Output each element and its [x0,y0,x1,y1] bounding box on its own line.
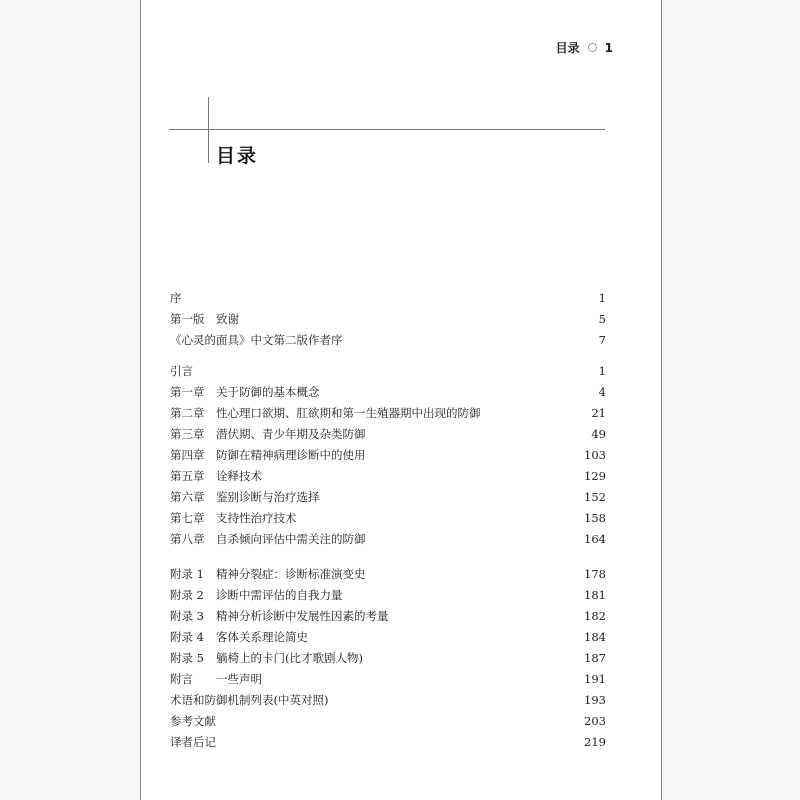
toc-entry [170,329,606,350]
toc-entry [170,507,606,528]
toc-entry-title: 致谢 [216,311,239,326]
toc-entry [170,381,606,402]
toc-entry-label: 附录 5 [170,650,204,665]
toc-entry [170,444,606,465]
toc-entry [170,710,606,731]
toc-entry-title: 鉴别诊断与治疗选择 [216,489,320,504]
toc-entry [170,731,606,752]
toc-entry-page: 21 [591,405,606,420]
toc-entry-title: 引言 [170,363,193,378]
toc-entry-page: 49 [591,426,606,441]
toc-entry-text [170,629,308,645]
toc-entry [170,528,606,549]
toc-entry-title: 自杀倾向评估中需关注的防御 [216,531,366,546]
toc-entry-page: 129 [584,468,606,483]
toc-entry [170,689,606,710]
toc-entry-label: 第七章 [170,510,205,525]
toc-entry-title: 《心灵的面具》中文第二版作者序 [170,332,343,347]
toc-entry [170,360,606,381]
toc-entry-text [170,608,389,624]
toc-chapters [170,360,606,549]
toc-entry-text [170,713,216,729]
toc-entry-page: 191 [584,671,606,686]
toc-entry-label: 第四章 [170,447,205,462]
toc-entry-title: 序 [170,290,182,305]
toc-entry [170,486,606,507]
toc-entry-page: 103 [584,447,606,462]
toc-entry-label: 第一章 [170,384,205,399]
toc-entry-text [170,468,262,484]
header-page-number: 1 [604,40,613,55]
toc-gap [170,549,606,563]
toc-entry-page: 4 [598,384,606,399]
toc-entry-page: 203 [584,713,606,728]
toc-entry-text [170,447,366,463]
toc-entry-page: 152 [584,489,606,504]
toc-entry-page: 178 [584,566,606,581]
toc-entry-page: 164 [584,531,606,546]
toc-entry [170,584,606,605]
toc-gap [170,350,606,360]
toc-entry-label: 第五章 [170,468,205,483]
toc-entry-label: 第一版 [170,311,205,326]
toc-entry-text [170,332,343,348]
toc-entry-title: 精神分裂症：诊断标准演变史 [216,566,366,581]
toc-entry-text [170,566,366,582]
toc-entry-page: 7 [598,332,606,347]
toc-entry-text [170,734,216,750]
toc-entry-text [170,587,343,603]
table-of-contents [170,287,606,752]
toc-entry-page: 182 [584,608,606,623]
page-title: 目录 [216,145,259,167]
toc-entry-text [170,384,320,400]
toc-entry-title: 参考文献 [170,713,216,728]
toc-entry-label: 附言 [170,671,193,686]
toc-entry-title: 诠释技术 [216,468,262,483]
toc-front-matter [170,287,606,350]
toc-entry-title: 性心理口欲期、肛欲期和第一生殖器期中出现的防御 [216,405,481,420]
toc-entry-title: 防御在精神病理诊断中的使用 [216,447,366,462]
toc-entry-label: 附录 3 [170,608,204,623]
toc-entry-page: 1 [598,290,606,305]
toc-entry-title: 诊断中需评估的自我力量 [216,587,343,602]
toc-entry-page: 5 [598,311,606,326]
toc-entry-title: 术语和防御机制列表(中英对照) [170,692,329,707]
toc-entry-text [170,489,320,505]
title-vertical-rule [208,97,209,163]
toc-entry [170,605,606,626]
toc-entry [170,647,606,668]
toc-entry-page: 193 [584,692,606,707]
toc-entry-title: 一些声明 [216,671,262,686]
toc-entry [170,465,606,486]
toc-entry-page: 219 [584,734,606,749]
toc-entry-label: 附录 4 [170,629,204,644]
toc-entry-text [170,531,366,547]
circle-icon [588,43,597,52]
toc-entry [170,402,606,423]
toc-entry-title: 译者后记 [170,734,216,749]
toc-entry-page: 181 [584,587,606,602]
toc-entry-title: 关于防御的基本概念 [216,384,320,399]
toc-entry [170,626,606,647]
toc-entry-text [170,363,193,379]
toc-entry-label: 第八章 [170,531,205,546]
toc-entry-text [170,426,366,442]
toc-entry-label: 附录 1 [170,566,204,581]
toc-entry-label: 第六章 [170,489,205,504]
toc-entry-page: 1 [598,363,606,378]
toc-entry-text [170,510,297,526]
toc-entry-title: 潜伏期、青少年期及杂类防御 [216,426,366,441]
toc-entry-page: 158 [584,510,606,525]
toc-entry [170,668,606,689]
toc-entry [170,563,606,584]
toc-entry-label: 第三章 [170,426,205,441]
title-horizontal-rule [169,129,605,130]
toc-entry-text [170,650,363,666]
toc-entry-text [170,671,262,687]
toc-entry [170,308,606,329]
toc-entry-page: 184 [584,629,606,644]
toc-entry [170,423,606,444]
toc-entry-page: 187 [584,650,606,665]
toc-entry-title: 客体关系理论简史 [216,629,308,644]
toc-entry-title: 躺椅上的卡门(比才歌剧人物) [216,650,363,665]
toc-entry-text [170,692,328,708]
header-section-title: 目录 [555,41,580,55]
toc-entry-text [170,311,239,327]
toc-entry-text [170,290,182,306]
book-page [140,0,662,800]
toc-entry [170,287,606,308]
toc-entry-label: 第二章 [170,405,205,420]
running-header [556,39,613,56]
toc-appendices [170,563,606,752]
toc-entry-title: 精神分析诊断中发展性因素的考量 [216,608,389,623]
toc-entry-title: 支持性治疗技术 [216,510,297,525]
toc-entry-text [170,405,481,421]
toc-entry-label: 附录 2 [170,587,204,602]
